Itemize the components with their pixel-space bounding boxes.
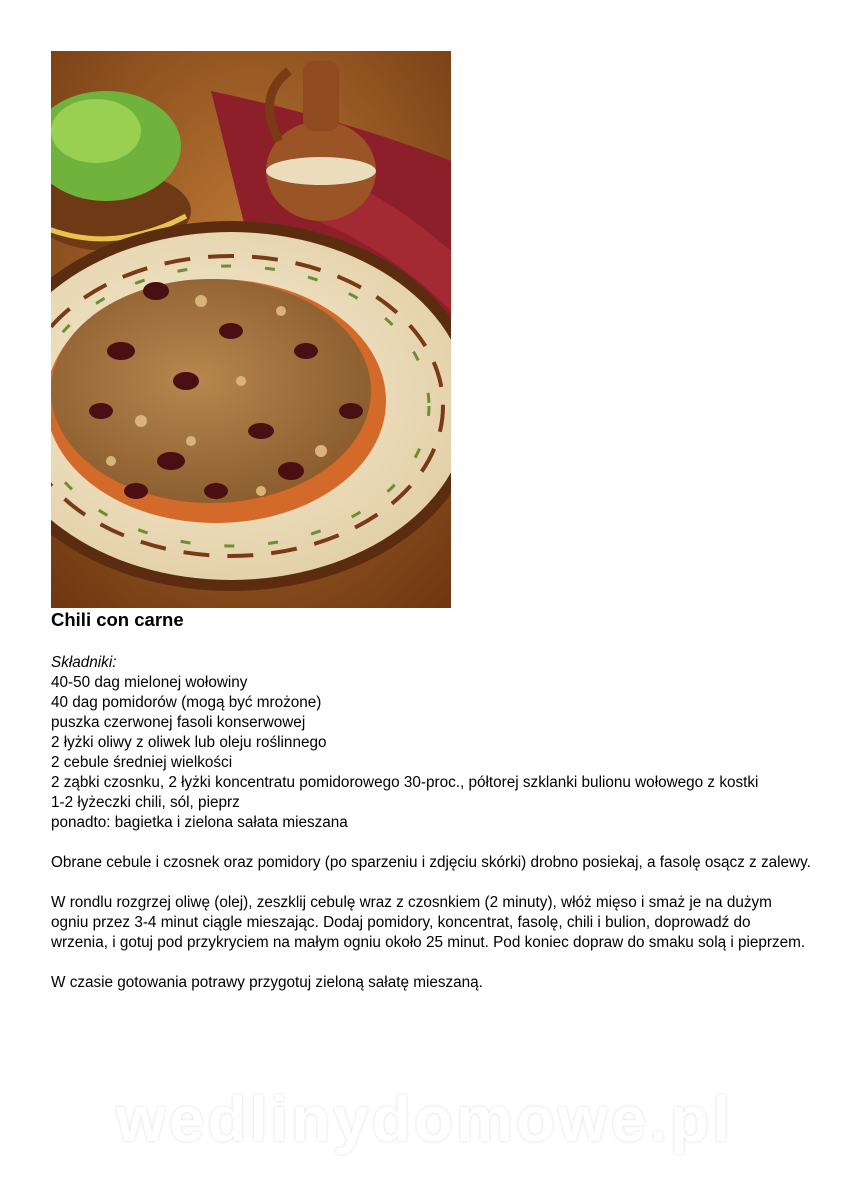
recipe-photo <box>51 51 451 608</box>
ingredient-item: 40 dag pomidorów (mogą być mrożone) <box>51 694 322 711</box>
ingredient-item: 2 cebule średniej wielkości <box>51 754 233 771</box>
step-paragraph: Obrane cebule i czosnek oraz pomidory (po sparzeniu i zdjęciu skórki) drobno posiekaj, a fasolę osącz z zalewy. <box>51 854 811 871</box>
ingredients-label: Składniki: <box>51 654 117 671</box>
recipe-title: Chili con carne <box>51 609 184 630</box>
ingredient-item: 1-2 łyżeczki chili, sól, pieprz <box>51 794 240 811</box>
recipe-body <box>51 653 811 993</box>
step-paragraph: W czasie gotowania potrawy przygotuj zieloną sałatę mieszaną. <box>51 974 483 991</box>
ingredient-item: ponadto: bagietka i zielona sałata mieszana <box>51 814 348 831</box>
ingredient-item: 2 ząbki czosnku, 2 łyżki koncentratu pomidorowego 30-proc., półtorej szklanki bulionu wołowego z kostki <box>51 774 759 791</box>
ingredient-item: 40-50 dag mielonej wołowiny <box>51 674 248 691</box>
step-paragraph: W rondlu rozgrzej oliwę (olej), zeszklij cebulę wraz z czosnkiem (2 minuty), włóż mięso i smaż je na dużym ogniu przez 3-4 minut ciągle mieszając. Dodaj pomidory, koncentrat, fasolę, chili i bulion, doprowadź do wrzenia, i gotuj pod przykryciem na małym ogniu około 25 minut. Pod koniec dopraw do smaku solą i pieprzem. <box>51 894 806 951</box>
ingredient-item: puszka czerwonej fasoli konserwowej <box>51 714 306 731</box>
ingredient-item: 2 łyżki oliwy z oliwek lub oleju roślinnego <box>51 734 327 751</box>
watermark-text: wedlinydomowe.pl <box>116 1083 733 1155</box>
